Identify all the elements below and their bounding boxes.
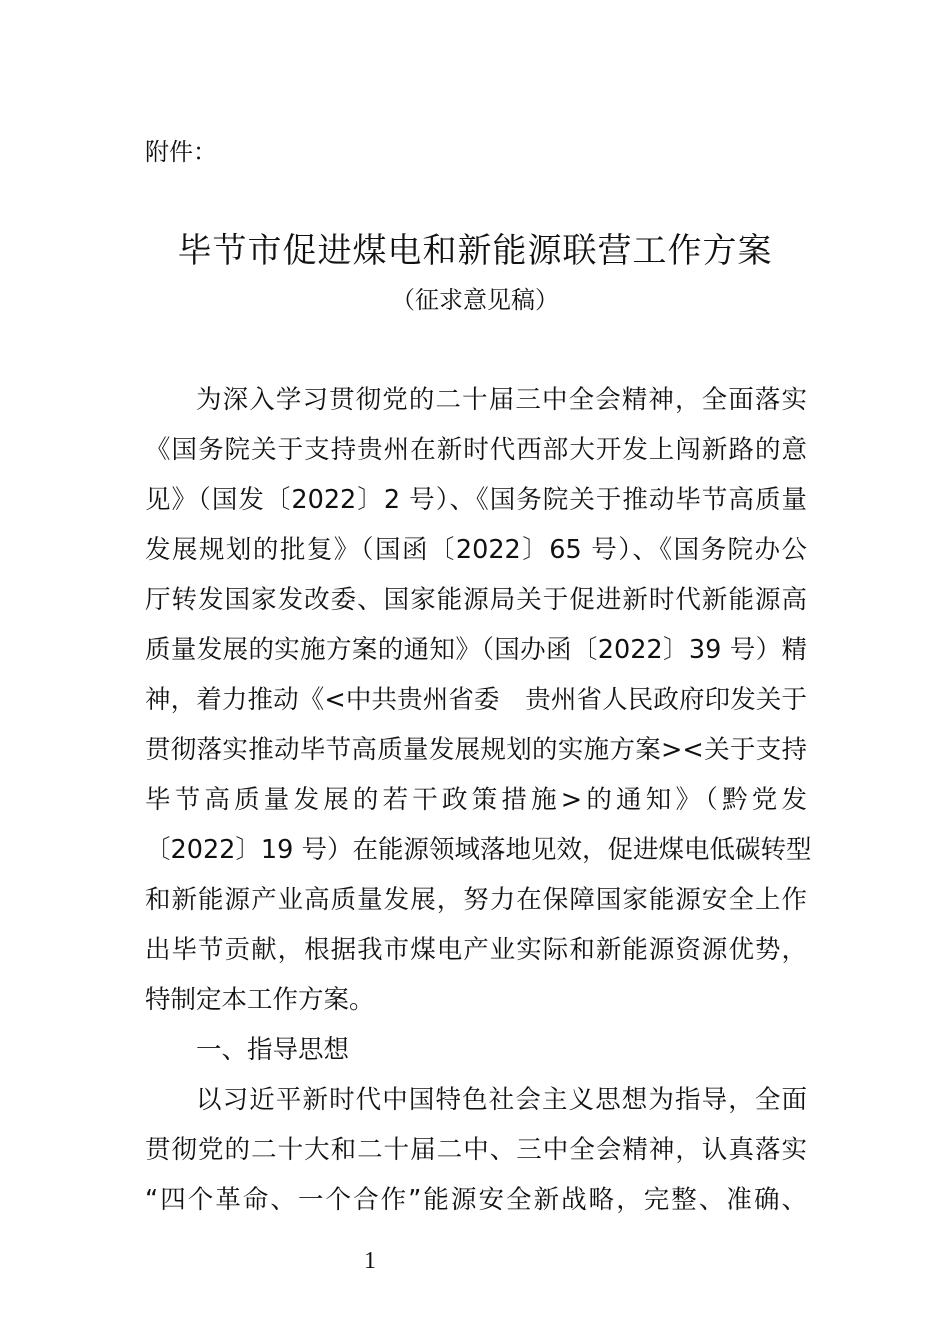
- section-heading: 一、指导思想: [196, 1035, 350, 1065]
- paragraph-line: 贯彻落实推动毕节高质量发展规划的实施方案><关于支持: [145, 735, 807, 765]
- paragraph-line: 《国务院关于支持贵州在新时代西部大开发上闯新路的意: [145, 435, 807, 465]
- paragraph-line: 为深入学习贯彻党的二十届三中全会精神，全面落实: [196, 385, 807, 415]
- paragraph-line: 厅转发国家发改委、国家能源局关于促进新时代新能源高: [145, 585, 807, 615]
- paragraph-line: 特制定本工作方案。: [145, 985, 375, 1015]
- page-number: 1: [364, 1248, 376, 1274]
- paragraph-line: 质量发展的实施方案的通知》（国办函〔2022〕39 号）精: [145, 635, 807, 665]
- paragraph-line: 见》（国发〔2022〕2 号）、《国务院关于推动毕节高质量: [145, 485, 807, 515]
- paragraph-line: 毕节高质量发展的若干政策措施>的通知》（黔党发: [145, 785, 807, 815]
- paragraph-line: 神，着力推动《<中共贵州省委 贵州省人民政府印发关于: [145, 685, 807, 715]
- paragraph-line: 发展规划的批复》（国函〔2022〕65 号）、《国务院办公: [145, 535, 807, 565]
- paragraph-line: 和新能源产业高质量发展，努力在保障国家能源安全上作: [145, 885, 807, 915]
- paragraph-line: “四个革命、一个合作”能源安全新战略，完整、准确、: [145, 1185, 807, 1215]
- paragraph-line: 〔2022〕19 号）在能源领域落地见效，促进煤电低碳转型: [145, 835, 812, 865]
- paragraph-line: 贯彻党的二十大和二十届二中、三中全会精神，认真落实: [145, 1135, 807, 1165]
- document-title: 毕节市促进煤电和新能源联营工作方案: [177, 231, 773, 271]
- paragraph-line: 出毕节贡献，根据我市煤电产业实际和新能源资源优势，: [145, 935, 807, 965]
- attachment-label: 附件：: [145, 138, 217, 166]
- document-body: [145, 375, 812, 1225]
- document-subtitle: （征求意见稿）: [391, 286, 559, 314]
- paragraph-line: 以习近平新时代中国特色社会主义思想为指导，全面: [196, 1085, 807, 1115]
